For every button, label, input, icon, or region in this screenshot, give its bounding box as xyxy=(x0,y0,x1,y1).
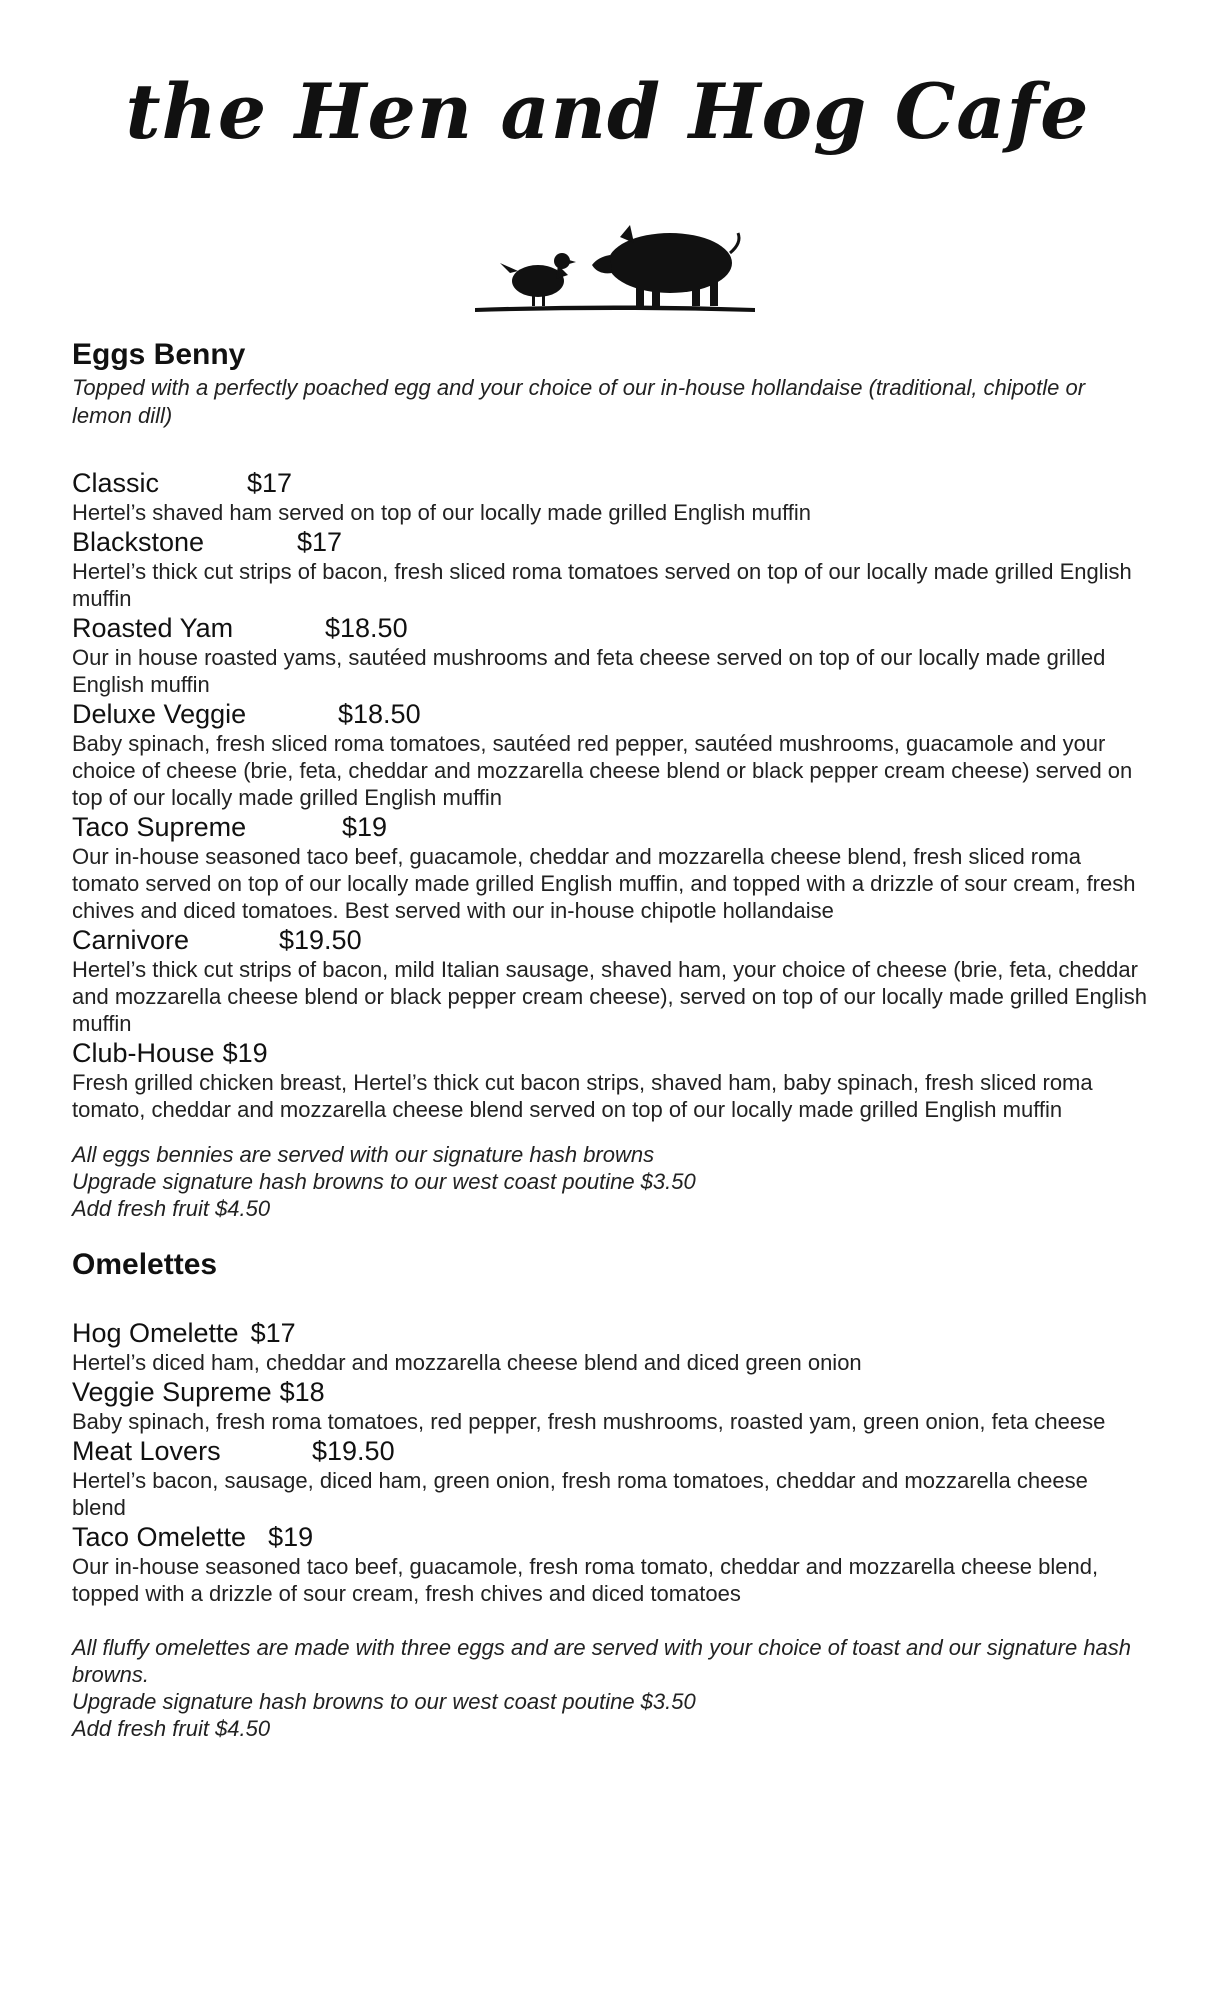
item-price: $19.50 xyxy=(312,1436,395,1466)
item-name: Taco Omelette xyxy=(72,1522,247,1552)
note-line: All eggs bennies are served with our signature hash browns xyxy=(72,1142,655,1167)
section-intro: Topped with a perfectly poached egg and your choice of our in-house hollandaise (traditional, chipotle or lemon dill) xyxy=(72,375,1086,428)
item-description: Hertel’s bacon, sausage, diced ham, green onion, fresh roma tomatoes, cheddar and mozzarella cheese blend xyxy=(72,1468,1088,1520)
menu-item xyxy=(72,924,1147,1037)
item-name: Taco Supreme xyxy=(72,812,247,842)
item-name: Hog Omelette xyxy=(72,1318,239,1348)
menu-item xyxy=(72,526,1147,612)
item-price: $18.50 xyxy=(325,613,408,643)
hen-and-hog-icon xyxy=(470,215,760,315)
menu-item xyxy=(72,811,1147,924)
item-description: Our in-house seasoned taco beef, guacamole, fresh roma tomato, cheddar and mozzarella cheese blend, topped with a drizzle of sour cream, fresh chives and diced tomatoes xyxy=(72,1554,1099,1606)
menu-item xyxy=(72,1317,1147,1376)
hen-icon xyxy=(500,253,576,306)
section-eggs-benny xyxy=(72,336,1147,1222)
item-name: Classic xyxy=(72,468,160,498)
item-name: Veggie Supreme xyxy=(72,1377,272,1407)
item-description: Our in house roasted yams, sautéed mushrooms and feta cheese served on top of our locally made grilled English muffin xyxy=(72,645,1106,697)
menu-item xyxy=(72,1521,1147,1607)
item-description: Hertel’s shaved ham served on top of our locally made grilled English muffin xyxy=(72,500,812,525)
note-line: Upgrade signature hash browns to our west coast poutine $3.50 xyxy=(72,1689,696,1714)
menu-item xyxy=(72,1435,1147,1521)
section-title: Eggs Benny xyxy=(72,338,246,371)
brand-logo xyxy=(0,62,1215,162)
item-price: $19 xyxy=(268,1522,314,1552)
note-line: Add fresh fruit $4.50 xyxy=(72,1716,271,1741)
item-description: Baby spinach, fresh roma tomatoes, red pepper, fresh mushrooms, roasted yam, green onion, feta cheese xyxy=(72,1409,1106,1434)
item-name: Carnivore xyxy=(72,925,190,955)
item-price: $19 xyxy=(222,1038,268,1068)
item-name: Blackstone xyxy=(72,527,205,557)
item-description: Fresh grilled chicken breast, Hertel’s thick cut bacon strips, shaved ham, baby spinach, fresh sliced roma tomato, cheddar and mozzarella cheese blend served on top of our locally made grilled English muffin xyxy=(72,1070,1093,1122)
hog-icon xyxy=(592,225,739,306)
menu-item xyxy=(72,612,1147,698)
section-notes xyxy=(72,1141,1147,1222)
section-title: Omelettes xyxy=(72,1248,218,1281)
item-price: $17 xyxy=(250,1318,296,1348)
menu-item xyxy=(72,1037,1147,1123)
item-description: Baby spinach, fresh sliced roma tomatoes, sautéed red pepper, sautéed mushrooms, guacamole and your choice of cheese (brie, feta, cheddar and mozzarella cheese blend or black pepper cream cheese) served on top of our locally made grilled English muffin xyxy=(72,731,1133,810)
item-name: Meat Lovers xyxy=(72,1436,221,1466)
item-description: Our in-house seasoned taco beef, guacamole, cheddar and mozzarella cheese blend, fresh sliced roma tomato served on top of our locally made grilled English muffin, and topped with a drizzle of sour cream, fresh chives and diced tomatoes. Best served with our in-house chipotle hollandaise xyxy=(72,844,1136,923)
menu-content xyxy=(72,336,1147,1742)
item-price: $19 xyxy=(342,812,388,842)
section-notes xyxy=(72,1634,1147,1742)
item-description: Hertel’s thick cut strips of bacon, fresh sliced roma tomatoes served on top of our locally made grilled English muffin xyxy=(72,559,1132,611)
item-price: $17 xyxy=(247,468,293,498)
note-line: Add fresh fruit $4.50 xyxy=(72,1196,271,1221)
menu-item xyxy=(72,467,1147,526)
menu-item xyxy=(72,1376,1147,1435)
note-line: All fluffy omelettes are made with three eggs and are served with your choice of toast and our signature hash browns. xyxy=(72,1635,1132,1687)
note-line: Upgrade signature hash browns to our west coast poutine $3.50 xyxy=(72,1169,696,1194)
item-price: $18.50 xyxy=(338,699,421,729)
section-omelettes xyxy=(72,1246,1147,1742)
item-price: $18 xyxy=(279,1377,325,1407)
item-description: Hertel’s thick cut strips of bacon, mild Italian sausage, shaved ham, your choice of cheese (brie, feta, cheddar and mozzarella cheese blend or black pepper cream cheese), served on top of our locally made grilled English muffin xyxy=(72,957,1147,1036)
item-description: Hertel’s diced ham, cheddar and mozzarella cheese blend and diced green onion xyxy=(72,1350,862,1375)
item-price: $17 xyxy=(297,527,343,557)
item-name: Deluxe Veggie xyxy=(72,699,247,729)
brand-title: the Hen and Hog Cafe xyxy=(125,67,1090,156)
item-name: Club-House xyxy=(72,1038,215,1068)
item-name: Roasted Yam xyxy=(72,613,234,643)
item-price: $19.50 xyxy=(279,925,362,955)
menu-item xyxy=(72,698,1147,811)
